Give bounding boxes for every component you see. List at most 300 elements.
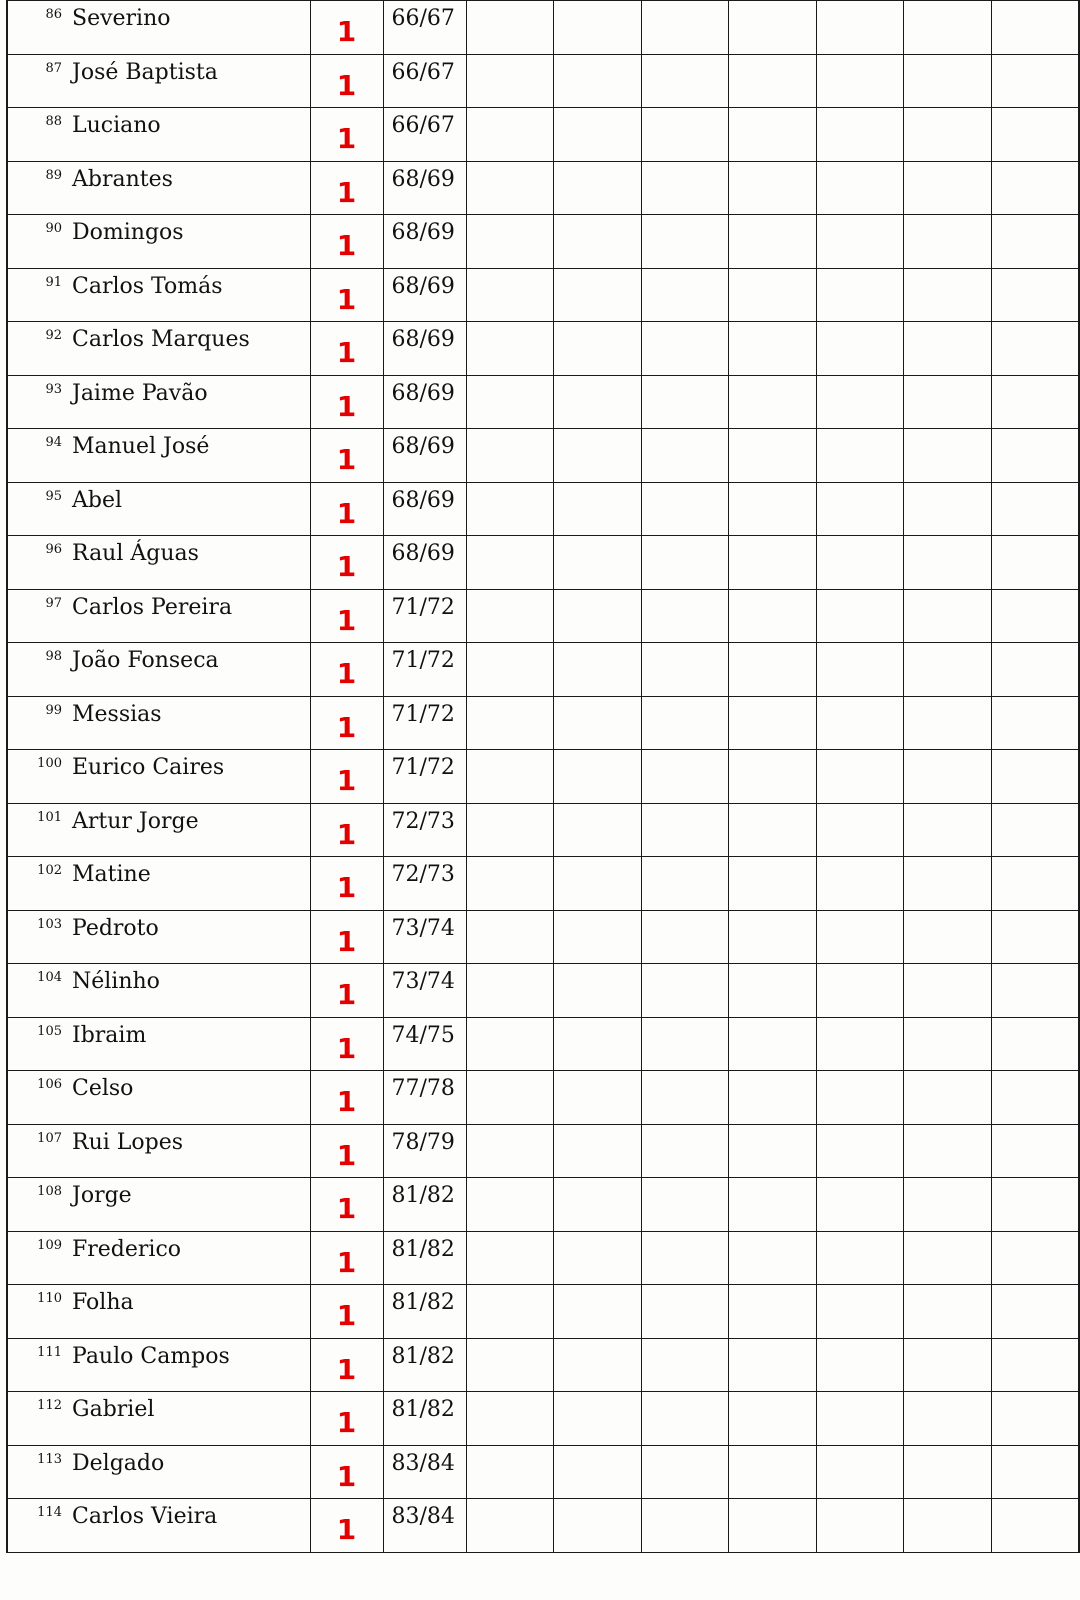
row-number: 105 (37, 1023, 62, 1039)
empty-cell (554, 375, 642, 429)
count-cell (310, 1178, 383, 1232)
season-value: 73/74 (391, 915, 455, 941)
player-name: Delgado (72, 1450, 165, 1476)
row-number: 100 (37, 756, 62, 771)
empty-cell (992, 1285, 1080, 1339)
player-name: Carlos Vieira (72, 1504, 218, 1529)
season-value: 66/67 (391, 59, 455, 85)
season-cell (383, 1, 466, 55)
season-cell (383, 803, 466, 857)
count-value: 1 (336, 1031, 357, 1065)
row-number: 94 (45, 435, 62, 450)
empty-cell (729, 322, 817, 376)
count-cell (310, 857, 383, 911)
count-value: 1 (336, 15, 357, 48)
empty-cell (554, 215, 642, 269)
row-number: 104 (37, 970, 62, 985)
empty-cell (729, 803, 817, 857)
empty-cell (641, 857, 729, 911)
season-value: 81/82 (391, 1290, 455, 1315)
empty-cell (816, 429, 904, 483)
player-name: Luciano (72, 113, 161, 138)
empty-cell (816, 589, 904, 643)
table-row (7, 215, 1079, 269)
empty-cell (729, 54, 817, 108)
empty-cell (816, 536, 904, 590)
empty-cell (904, 1231, 992, 1285)
player-name: Carlos Marques (72, 327, 250, 352)
empty-cell (554, 108, 642, 162)
empty-cell (466, 750, 554, 804)
empty-cell (554, 1231, 642, 1285)
empty-cell (816, 375, 904, 429)
count-value: 1 (336, 1138, 357, 1172)
empty-cell (904, 1285, 992, 1339)
count-cell (310, 1392, 383, 1446)
empty-cell (554, 482, 642, 536)
season-cell (383, 589, 466, 643)
empty-cell (904, 215, 992, 269)
empty-cell (554, 1124, 642, 1178)
empty-cell (554, 1392, 642, 1446)
empty-cell (904, 1124, 992, 1178)
season-cell (383, 1231, 466, 1285)
empty-cell (554, 322, 642, 376)
player-name: João Fonseca (72, 648, 219, 673)
empty-cell (816, 1285, 904, 1339)
count-value: 1 (336, 710, 357, 744)
season-value: 83/84 (391, 1450, 455, 1476)
player-name: Messias (72, 701, 162, 727)
empty-cell (904, 750, 992, 804)
empty-cell (554, 750, 642, 804)
empty-cell (904, 54, 992, 108)
count-value: 1 (336, 1085, 357, 1118)
empty-cell (992, 1124, 1080, 1178)
row-number: 111 (37, 1344, 62, 1360)
empty-cell (904, 696, 992, 750)
table-row (7, 1392, 1079, 1446)
empty-cell (641, 1392, 729, 1446)
empty-cell (816, 1445, 904, 1499)
empty-cell (992, 1338, 1080, 1392)
table-row (7, 643, 1079, 697)
row-number: 107 (37, 1130, 62, 1146)
empty-cell (466, 1071, 554, 1125)
empty-cell (641, 54, 729, 108)
empty-cell (641, 1071, 729, 1125)
empty-cell (816, 1178, 904, 1232)
season-cell (383, 54, 466, 108)
empty-cell (904, 803, 992, 857)
season-value: 68/69 (391, 434, 455, 459)
season-value: 68/69 (391, 273, 455, 299)
empty-cell (904, 322, 992, 376)
row-number: 99 (45, 702, 62, 718)
player-cell (7, 1338, 310, 1392)
count-value: 1 (336, 443, 357, 476)
table-row (7, 1499, 1079, 1553)
player-cell (7, 482, 310, 536)
season-cell (383, 1124, 466, 1178)
season-cell (383, 429, 466, 483)
player-name: Severino (72, 6, 171, 31)
empty-cell (992, 1392, 1080, 1446)
season-cell (383, 1338, 466, 1392)
empty-cell (466, 1445, 554, 1499)
empty-cell (641, 1124, 729, 1178)
row-number: 86 (45, 7, 62, 22)
empty-cell (904, 108, 992, 162)
empty-cell (554, 268, 642, 322)
season-cell (383, 1017, 466, 1071)
row-number: 87 (45, 60, 62, 76)
empty-cell (816, 857, 904, 911)
table-row (7, 1071, 1079, 1125)
row-number: 109 (37, 1237, 62, 1253)
season-value: 71/72 (391, 701, 455, 727)
player-cell (7, 1017, 310, 1071)
season-cell (383, 750, 466, 804)
empty-cell (641, 536, 729, 590)
season-value: 66/67 (391, 6, 455, 31)
empty-cell (904, 1445, 992, 1499)
season-value: 73/74 (391, 969, 455, 994)
season-value: 71/72 (391, 594, 455, 620)
player-name: Folha (72, 1290, 134, 1315)
empty-cell (641, 1445, 729, 1499)
count-cell (310, 375, 383, 429)
count-value: 1 (336, 924, 357, 958)
player-roster-table (6, 0, 1080, 1553)
season-cell (383, 1071, 466, 1125)
empty-cell (904, 1071, 992, 1125)
table-row (7, 964, 1079, 1018)
empty-cell (554, 1071, 642, 1125)
empty-cell (729, 215, 817, 269)
player-cell (7, 857, 310, 911)
season-value: 72/73 (391, 808, 455, 834)
player-cell (7, 643, 310, 697)
empty-cell (816, 643, 904, 697)
season-value: 77/78 (391, 1076, 455, 1101)
row-number: 89 (45, 167, 62, 183)
table-row (7, 1445, 1079, 1499)
empty-cell (904, 1392, 992, 1446)
count-value: 1 (336, 389, 357, 423)
empty-cell (992, 322, 1080, 376)
empty-cell (992, 482, 1080, 536)
empty-cell (466, 1124, 554, 1178)
season-cell (383, 964, 466, 1018)
count-cell (310, 1285, 383, 1339)
count-cell (310, 803, 383, 857)
count-cell (310, 589, 383, 643)
count-value: 1 (336, 282, 357, 316)
empty-cell (729, 910, 817, 964)
season-cell (383, 1445, 466, 1499)
season-value: 68/69 (391, 220, 455, 245)
row-number: 102 (37, 863, 62, 878)
empty-cell (992, 429, 1080, 483)
empty-cell (641, 750, 729, 804)
count-value: 1 (336, 122, 357, 155)
empty-cell (816, 268, 904, 322)
count-value: 1 (336, 1299, 357, 1332)
empty-cell (992, 161, 1080, 215)
table-row (7, 857, 1079, 911)
empty-cell (466, 268, 554, 322)
empty-cell (904, 161, 992, 215)
count-cell (310, 268, 383, 322)
table-row (7, 1231, 1079, 1285)
empty-cell (816, 1017, 904, 1071)
season-value: 66/67 (391, 113, 455, 138)
empty-cell (729, 750, 817, 804)
player-name: Celso (72, 1076, 134, 1101)
count-cell (310, 1071, 383, 1125)
player-cell (7, 1, 310, 55)
empty-cell (729, 536, 817, 590)
empty-cell (992, 1445, 1080, 1499)
empty-cell (992, 1071, 1080, 1125)
empty-cell (641, 215, 729, 269)
empty-cell (816, 1124, 904, 1178)
empty-cell (729, 1285, 817, 1339)
player-name: Ibraim (72, 1022, 147, 1048)
empty-cell (992, 857, 1080, 911)
empty-cell (816, 803, 904, 857)
table-row (7, 429, 1079, 483)
row-number: 101 (37, 809, 62, 825)
empty-cell (641, 268, 729, 322)
empty-cell (554, 803, 642, 857)
empty-cell (992, 1231, 1080, 1285)
count-value: 1 (336, 229, 357, 262)
table-row (7, 482, 1079, 536)
table-row (7, 161, 1079, 215)
count-cell (310, 322, 383, 376)
count-value: 1 (336, 1192, 357, 1225)
row-number: 90 (45, 221, 62, 236)
player-name: Domingos (72, 220, 184, 245)
table-row (7, 750, 1079, 804)
empty-cell (466, 54, 554, 108)
table-row (7, 1178, 1079, 1232)
season-cell (383, 1285, 466, 1339)
player-name: Jorge (72, 1183, 132, 1208)
count-value: 1 (336, 603, 357, 637)
table-row (7, 54, 1079, 108)
row-number: 96 (45, 542, 62, 557)
empty-cell (904, 1178, 992, 1232)
table-row (7, 536, 1079, 590)
empty-cell (641, 1178, 729, 1232)
empty-cell (641, 161, 729, 215)
empty-cell (554, 1178, 642, 1232)
count-value: 1 (336, 1459, 357, 1493)
season-value: 81/82 (391, 1343, 455, 1369)
table-row (7, 1338, 1079, 1392)
count-cell (310, 54, 383, 108)
player-name: Manuel José (72, 434, 210, 459)
table-row (7, 108, 1079, 162)
empty-cell (641, 1499, 729, 1553)
empty-cell (554, 910, 642, 964)
empty-cell (904, 857, 992, 911)
row-number: 106 (37, 1077, 62, 1092)
player-cell (7, 268, 310, 322)
player-name: Carlos Tomás (72, 273, 223, 299)
season-value: 81/82 (391, 1236, 455, 1262)
count-cell (310, 1124, 383, 1178)
empty-cell (992, 54, 1080, 108)
empty-cell (904, 482, 992, 536)
empty-cell (816, 1499, 904, 1553)
empty-cell (466, 1231, 554, 1285)
player-name: Jaime Pavão (72, 380, 208, 406)
player-cell (7, 1071, 310, 1125)
season-cell (383, 268, 466, 322)
table-row (7, 696, 1079, 750)
player-cell (7, 1499, 310, 1553)
table-row (7, 268, 1079, 322)
empty-cell (466, 536, 554, 590)
player-name: Gabriel (72, 1397, 155, 1422)
empty-cell (554, 857, 642, 911)
empty-cell (466, 1017, 554, 1071)
empty-cell (729, 1017, 817, 1071)
count-value: 1 (336, 657, 357, 690)
empty-cell (992, 536, 1080, 590)
row-number: 98 (45, 649, 62, 664)
empty-cell (729, 1392, 817, 1446)
empty-cell (992, 268, 1080, 322)
season-cell (383, 643, 466, 697)
count-cell (310, 964, 383, 1018)
empty-cell (466, 964, 554, 1018)
player-cell (7, 750, 310, 804)
player-cell (7, 1231, 310, 1285)
season-cell (383, 1178, 466, 1232)
empty-cell (729, 1499, 817, 1553)
empty-cell (904, 1017, 992, 1071)
empty-cell (554, 696, 642, 750)
count-cell (310, 482, 383, 536)
count-value: 1 (336, 336, 357, 369)
row-number: 113 (37, 1451, 62, 1467)
empty-cell (816, 1, 904, 55)
empty-cell (904, 429, 992, 483)
empty-cell (904, 375, 992, 429)
empty-cell (816, 1338, 904, 1392)
season-cell (383, 696, 466, 750)
empty-cell (816, 1231, 904, 1285)
player-name: Paulo Campos (72, 1343, 230, 1369)
empty-cell (904, 1, 992, 55)
empty-cell (816, 1392, 904, 1446)
empty-cell (992, 1499, 1080, 1553)
empty-cell (466, 1499, 554, 1553)
season-value: 68/69 (391, 166, 455, 192)
empty-cell (816, 54, 904, 108)
empty-cell (729, 161, 817, 215)
season-value: 68/69 (391, 541, 455, 566)
count-value: 1 (336, 1513, 357, 1546)
empty-cell (904, 964, 992, 1018)
empty-cell (641, 1231, 729, 1285)
season-cell (383, 215, 466, 269)
empty-cell (641, 108, 729, 162)
table-row (7, 910, 1079, 964)
player-cell (7, 696, 310, 750)
count-value: 1 (336, 978, 357, 1011)
empty-cell (466, 910, 554, 964)
empty-cell (466, 857, 554, 911)
player-name: Raul Águas (72, 541, 199, 566)
empty-cell (466, 1285, 554, 1339)
count-cell (310, 536, 383, 590)
empty-cell (992, 108, 1080, 162)
empty-cell (554, 1, 642, 55)
empty-cell (992, 803, 1080, 857)
player-cell (7, 536, 310, 590)
count-value: 1 (336, 550, 357, 583)
player-cell (7, 375, 310, 429)
empty-cell (466, 215, 554, 269)
empty-cell (992, 375, 1080, 429)
empty-cell (992, 589, 1080, 643)
empty-cell (554, 161, 642, 215)
season-cell (383, 322, 466, 376)
empty-cell (641, 803, 729, 857)
season-cell (383, 375, 466, 429)
empty-cell (729, 429, 817, 483)
player-cell (7, 429, 310, 483)
empty-cell (904, 910, 992, 964)
player-cell (7, 1445, 310, 1499)
empty-cell (641, 375, 729, 429)
player-name: Pedroto (72, 915, 159, 941)
count-value: 1 (336, 1406, 357, 1439)
empty-cell (729, 108, 817, 162)
count-cell (310, 161, 383, 215)
player-name: Frederico (72, 1236, 182, 1262)
empty-cell (466, 429, 554, 483)
row-number: 108 (37, 1184, 62, 1199)
empty-cell (729, 696, 817, 750)
empty-cell (554, 1017, 642, 1071)
empty-cell (466, 643, 554, 697)
empty-cell (816, 696, 904, 750)
season-cell (383, 161, 466, 215)
count-value: 1 (336, 764, 357, 797)
season-cell (383, 108, 466, 162)
empty-cell (641, 696, 729, 750)
empty-cell (904, 536, 992, 590)
empty-cell (554, 964, 642, 1018)
table-row (7, 322, 1079, 376)
season-value: 68/69 (391, 380, 455, 406)
row-number: 92 (45, 328, 62, 343)
empty-cell (904, 268, 992, 322)
empty-cell (904, 643, 992, 697)
empty-cell (729, 589, 817, 643)
count-value: 1 (336, 175, 357, 209)
row-number: 97 (45, 595, 62, 611)
empty-cell (641, 322, 729, 376)
empty-cell (554, 536, 642, 590)
